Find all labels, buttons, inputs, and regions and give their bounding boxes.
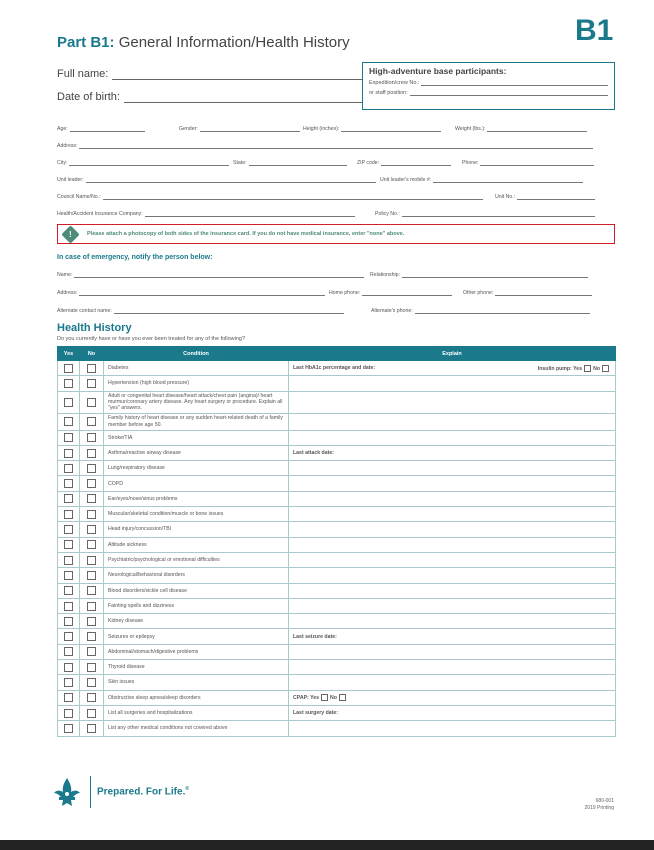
form-number: 680-001 (595, 798, 614, 804)
no-checkbox[interactable] (87, 398, 96, 407)
council-label: Council Name/No.: (57, 194, 101, 200)
no-cell (80, 583, 104, 598)
alt-phone-input[interactable] (415, 308, 590, 314)
table-row (58, 376, 616, 391)
unit-leader-mobile-input[interactable] (433, 177, 583, 183)
emerg-address-field[interactable] (57, 288, 325, 296)
printing-year: 2019 Printing (584, 805, 614, 811)
table-row (58, 629, 616, 644)
age-field[interactable] (57, 124, 145, 132)
height-input[interactable] (341, 126, 441, 132)
condition-cell: Diabetes (104, 361, 289, 376)
table-row (58, 614, 616, 629)
condition-cell: COPD (104, 476, 289, 491)
no-cell (80, 476, 104, 491)
zip-input[interactable] (381, 160, 451, 166)
condition-cell: Obstructive sleep apnea/sleep disorders (104, 690, 289, 705)
alt-phone-field[interactable] (371, 306, 590, 314)
condition-cell: Ear/eyes/nose/sinus problems (104, 491, 289, 506)
council-input[interactable] (103, 194, 483, 200)
no-cell (80, 644, 104, 659)
table-row (58, 598, 616, 613)
yes-cell (58, 461, 80, 476)
part-label: Part B1: (57, 34, 115, 51)
condition-cell: Lung/respiratory disease (104, 461, 289, 476)
yes-checkbox[interactable] (64, 602, 73, 611)
explain-cell[interactable] (289, 705, 616, 720)
alt-name-field[interactable] (57, 306, 344, 314)
explain-cell[interactable] (289, 537, 616, 552)
emerg-name-field[interactable] (57, 270, 364, 278)
relationship-input[interactable] (402, 272, 588, 278)
no-cell (80, 721, 104, 736)
policy-no-input[interactable] (402, 211, 595, 217)
yes-checkbox[interactable] (64, 556, 73, 565)
city-field[interactable] (57, 158, 229, 166)
full-name-label: Full name: (57, 68, 109, 80)
relationship-field[interactable] (370, 270, 588, 278)
bottom-bar (0, 840, 654, 850)
zip-label: ZIP code: (357, 160, 380, 166)
row-unit-leader (57, 175, 597, 184)
condition-cell: Family history of heart disease or any sudden heart-related death of a family member before age 50. (104, 413, 289, 430)
yes-cell (58, 445, 80, 460)
home-phone-input[interactable] (362, 290, 452, 296)
no-checkbox[interactable] (87, 540, 96, 549)
yes-checkbox[interactable] (64, 464, 73, 473)
row-insurance (57, 209, 597, 218)
table-row (58, 660, 616, 675)
other-phone-field[interactable] (463, 288, 592, 296)
full-name-field[interactable] (57, 68, 362, 80)
explain-cell[interactable] (289, 491, 616, 506)
staff-input[interactable] (410, 90, 608, 96)
yes-checkbox[interactable] (64, 647, 73, 656)
yes-cell (58, 690, 80, 705)
cpap-yes-label: CPAP: Yes (293, 695, 320, 702)
dob-label: Date of birth: (57, 91, 120, 103)
explain-cell[interactable] (289, 614, 616, 629)
table-row (58, 705, 616, 720)
yes-checkbox[interactable] (64, 663, 73, 672)
emergency-title: In case of emergency, notify the person below: (57, 254, 213, 261)
yes-cell (58, 413, 80, 430)
yes-checkbox[interactable] (64, 449, 73, 458)
explain-cell[interactable] (289, 461, 616, 476)
unit-no-input[interactable] (517, 194, 595, 200)
yes-cell (58, 537, 80, 552)
explain-cell[interactable] (289, 552, 616, 567)
header-condition: Condition (104, 347, 289, 361)
trademark-mark: ® (185, 786, 190, 793)
table-row (58, 461, 616, 476)
explain-cell[interactable] (289, 413, 616, 430)
insurance-notice-text: Please attach a photocopy of both sides of the insurance card. If you do not have medical insurance, enter "none" above. (87, 231, 405, 237)
other-phone-label: Other phone: (463, 290, 494, 296)
unit-leader-input[interactable] (86, 177, 376, 183)
no-checkbox[interactable] (87, 617, 96, 626)
explain-cell[interactable] (289, 660, 616, 675)
yes-checkbox[interactable] (64, 379, 73, 388)
row-address (57, 141, 597, 150)
state-label: State: (233, 160, 247, 166)
address-label: Address: (57, 143, 78, 149)
insulin-no-label: No (593, 365, 600, 372)
address-field[interactable] (57, 141, 593, 149)
health-history-title: Health History (57, 322, 132, 334)
info-icon: ! (61, 225, 79, 243)
row-emerg-address (57, 288, 597, 297)
yes-cell (58, 361, 80, 376)
yes-cell (58, 491, 80, 506)
no-cell (80, 675, 104, 690)
state-field[interactable] (233, 158, 347, 166)
address-input[interactable] (79, 143, 593, 149)
publication-info (585, 798, 614, 812)
explain-cell[interactable] (289, 522, 616, 537)
yes-checkbox[interactable] (64, 510, 73, 519)
no-cell (80, 568, 104, 583)
page-title (57, 34, 350, 51)
high-adventure-box (362, 62, 615, 110)
age-input[interactable] (70, 126, 145, 132)
no-checkbox[interactable] (87, 693, 96, 702)
no-cell (80, 413, 104, 430)
no-cell (80, 552, 104, 567)
height-label: Height (inches): (303, 126, 340, 132)
unit-leader-mobile-label: Unit leader's mobile #: (380, 177, 432, 183)
unit-no-label: Unit No.: (495, 194, 516, 200)
insurance-company-field[interactable] (57, 209, 355, 217)
yes-checkbox[interactable] (64, 724, 73, 733)
header-explain: Explain (289, 347, 616, 361)
no-checkbox[interactable] (87, 586, 96, 595)
explain-cell[interactable] (289, 690, 616, 705)
condition-cell: Muscular/skeletal condition/muscle or bone issues (104, 507, 289, 522)
no-cell (80, 660, 104, 675)
condition-cell: List any other medical conditions not covered above (104, 721, 289, 736)
yes-cell (58, 507, 80, 522)
yes-cell (58, 430, 80, 445)
weight-label: Weight (lbs.): (455, 126, 486, 132)
yes-checkbox[interactable] (64, 678, 73, 687)
table-row (58, 391, 616, 413)
condition-cell: Kidney disease (104, 614, 289, 629)
condition-cell: Neurological/behavioral disorders (104, 568, 289, 583)
insurance-company-input[interactable] (145, 211, 355, 217)
relationship-label: Relationship: (370, 272, 400, 278)
table-row (58, 445, 616, 460)
cpap-no-label: No (330, 695, 337, 702)
alt-name-label: Alternate contact name: (57, 308, 112, 314)
explain-cell[interactable] (289, 598, 616, 613)
insulin-yes-label: Insulin pump: Yes (537, 365, 583, 372)
no-checkbox[interactable] (87, 678, 96, 687)
condition-cell: Thyroid disease (104, 660, 289, 675)
explain-label: Last HbA1c percentage and date: (293, 365, 376, 372)
home-phone-label: Home phone: (329, 290, 361, 296)
no-checkbox[interactable] (87, 364, 96, 373)
no-cell (80, 376, 104, 391)
yes-checkbox[interactable] (64, 693, 73, 702)
condition-cell: Blood disorders/sickle cell disease (104, 583, 289, 598)
explain-cell[interactable] (289, 476, 616, 491)
yes-checkbox[interactable] (64, 632, 73, 641)
cpap-yes-checkbox[interactable] (321, 694, 328, 701)
table-header-row (58, 347, 616, 361)
unit-leader-label: Unit leader: (57, 177, 84, 183)
yes-checkbox[interactable] (64, 571, 73, 580)
condition-cell: Adult or congenital heart disease/heart attack/chest pain (angina)/ heart murmur/coronary artery disease. Any heart surgery or procedure. Explain all "yes" answers. (104, 391, 289, 413)
yes-checkbox[interactable] (64, 494, 73, 503)
explain-cell[interactable] (289, 430, 616, 445)
no-cell (80, 491, 104, 506)
no-checkbox[interactable] (87, 464, 96, 473)
high-adventure-title: High-adventure base participants: (369, 66, 507, 76)
slogan (97, 786, 189, 797)
unit-leader-field[interactable] (57, 175, 376, 183)
no-checkbox[interactable] (87, 709, 96, 718)
table-row (58, 522, 616, 537)
yes-cell (58, 583, 80, 598)
table-row (58, 583, 616, 598)
table-row (58, 675, 616, 690)
header-yes: Yes (58, 347, 80, 361)
no-checkbox[interactable] (87, 525, 96, 534)
home-phone-field[interactable] (329, 288, 452, 296)
alt-name-input[interactable] (114, 308, 344, 314)
table-row (58, 476, 616, 491)
condition-cell: Stroke/TIA (104, 430, 289, 445)
unit-no-field[interactable] (495, 192, 595, 200)
row-age (57, 124, 597, 133)
full-name-input[interactable] (112, 69, 362, 80)
yes-cell (58, 614, 80, 629)
header-no: No (80, 347, 104, 361)
policy-no-field[interactable] (375, 209, 595, 217)
no-cell (80, 507, 104, 522)
footer-brand (50, 775, 189, 809)
gender-label: Gender: (179, 126, 198, 132)
other-phone-input[interactable] (495, 290, 592, 296)
explain-cell[interactable] (289, 675, 616, 690)
table-row (58, 491, 616, 506)
no-checkbox[interactable] (87, 417, 96, 426)
row-city (57, 158, 597, 167)
health-history-subtitle: Do you currently have or have you ever been treated for any of the following? (57, 336, 246, 342)
no-cell (80, 598, 104, 613)
no-cell (80, 629, 104, 644)
no-cell (80, 461, 104, 476)
no-cell (80, 361, 104, 376)
no-checkbox[interactable] (87, 663, 96, 672)
condition-cell: Fainting spells and dizziness (104, 598, 289, 613)
yes-checkbox[interactable] (64, 479, 73, 488)
expedition-field[interactable] (369, 80, 608, 86)
dob-input[interactable] (124, 92, 362, 103)
table-row (58, 644, 616, 659)
insulin-no-checkbox[interactable] (602, 365, 609, 372)
dob-field[interactable] (57, 91, 362, 103)
no-checkbox[interactable] (87, 556, 96, 565)
cpap-no-checkbox[interactable] (339, 694, 346, 701)
yes-cell (58, 675, 80, 690)
city-label: City: (57, 160, 68, 166)
footer-divider (90, 776, 91, 808)
condition-cell: Psychiatric/psychological or emotional difficulties (104, 552, 289, 567)
council-field[interactable] (57, 192, 483, 200)
table-row (58, 507, 616, 522)
unit-leader-mobile-field[interactable] (380, 175, 583, 183)
yes-checkbox[interactable] (64, 398, 73, 407)
height-field[interactable] (303, 124, 441, 132)
no-checkbox[interactable] (87, 632, 96, 641)
no-cell (80, 537, 104, 552)
explain-cell[interactable] (289, 361, 616, 376)
city-input[interactable] (69, 160, 229, 166)
condition-cell: List all surgeries and hospitalizations (104, 705, 289, 720)
slogan-text: Prepared. For Life. (97, 786, 186, 798)
table-row (58, 552, 616, 567)
no-checkbox[interactable] (87, 379, 96, 388)
explain-cell[interactable] (289, 376, 616, 391)
condition-cell: Altitude sickness (104, 537, 289, 552)
no-cell (80, 690, 104, 705)
explain-cell[interactable] (289, 391, 616, 413)
emerg-name-label: Name: (57, 272, 73, 278)
health-history-table (57, 346, 616, 737)
no-cell (80, 430, 104, 445)
age-label: Age: (57, 126, 68, 132)
no-cell (80, 445, 104, 460)
no-checkbox[interactable] (87, 602, 96, 611)
weight-input[interactable] (487, 126, 587, 132)
condition-cell: Seizures or epilepsy (104, 629, 289, 644)
no-checkbox[interactable] (87, 433, 96, 442)
yes-cell (58, 476, 80, 491)
table-row (58, 430, 616, 445)
staff-field[interactable] (369, 90, 608, 96)
row-emerg-alt (57, 306, 597, 315)
yes-checkbox[interactable] (64, 433, 73, 442)
yes-cell (58, 598, 80, 613)
no-cell (80, 705, 104, 720)
condition-cell: Head injury/concussion/TBI (104, 522, 289, 537)
insulin-pump-option (538, 365, 611, 372)
state-input[interactable] (249, 160, 347, 166)
yes-cell (58, 721, 80, 736)
explain-label: Last attack date: (293, 449, 334, 456)
yes-cell (58, 629, 80, 644)
fleur-de-lis-icon (50, 775, 84, 809)
explain-cell[interactable] (289, 507, 616, 522)
emerg-name-input[interactable] (74, 272, 364, 278)
condition-cell: Abdominal/stomach/digestive problems (104, 644, 289, 659)
yes-cell (58, 376, 80, 391)
explain-cell[interactable] (289, 629, 616, 644)
explain-label: Last seizure date: (293, 633, 337, 640)
yes-cell (58, 660, 80, 675)
explain-label: Last surgery date: (293, 709, 338, 716)
table-row (58, 721, 616, 736)
no-checkbox[interactable] (87, 479, 96, 488)
yes-cell (58, 644, 80, 659)
yes-cell (58, 391, 80, 413)
condition-cell: Hypertension (high blood pressure) (104, 376, 289, 391)
explain-cell[interactable] (289, 644, 616, 659)
yes-checkbox[interactable] (64, 617, 73, 626)
phone-label: Phone: (462, 160, 479, 166)
expedition-input[interactable] (421, 80, 608, 86)
table-row (58, 690, 616, 705)
yes-checkbox[interactable] (64, 540, 73, 549)
title-text: General Information/Health History (114, 34, 350, 51)
no-cell (80, 614, 104, 629)
insurance-notice (57, 224, 615, 244)
gender-input[interactable] (200, 126, 300, 132)
insulin-yes-checkbox[interactable] (584, 365, 591, 372)
expedition-label: Expedition/crew No.: (369, 80, 420, 86)
weight-field[interactable] (455, 124, 587, 132)
yes-cell (58, 705, 80, 720)
staff-label: or staff position: (369, 90, 408, 96)
yes-cell (58, 552, 80, 567)
no-cell (80, 522, 104, 537)
no-checkbox[interactable] (87, 510, 96, 519)
no-checkbox[interactable] (87, 449, 96, 458)
table-row (58, 537, 616, 552)
policy-no-label: Policy No.: (375, 211, 400, 217)
explain-cell[interactable] (289, 568, 616, 583)
phone-field[interactable] (462, 158, 594, 166)
yes-checkbox[interactable] (64, 586, 73, 595)
condition-cell: Asthma/reactive airway disease (104, 445, 289, 460)
row-council (57, 192, 597, 201)
row-emerg-name (57, 270, 597, 279)
table-row (58, 413, 616, 430)
yes-checkbox[interactable] (64, 709, 73, 718)
table-row (58, 361, 616, 376)
explain-cell[interactable] (289, 721, 616, 736)
part-badge: B1 (575, 14, 614, 47)
explain-cell[interactable] (289, 445, 616, 460)
no-checkbox[interactable] (87, 571, 96, 580)
yes-checkbox[interactable] (64, 417, 73, 426)
no-checkbox[interactable] (87, 494, 96, 503)
emerg-address-input[interactable] (79, 290, 325, 296)
yes-checkbox[interactable] (64, 525, 73, 534)
yes-cell (58, 568, 80, 583)
yes-checkbox[interactable] (64, 364, 73, 373)
table-row (58, 568, 616, 583)
no-checkbox[interactable] (87, 724, 96, 733)
insurance-company-label: Health/Accident Insurance Company: (57, 211, 143, 217)
yes-cell (58, 522, 80, 537)
phone-input[interactable] (480, 160, 594, 166)
alt-phone-label: Alternate's phone: (371, 308, 413, 314)
emerg-address-label: Address: (57, 290, 78, 296)
zip-field[interactable] (357, 158, 451, 166)
explain-cell[interactable] (289, 583, 616, 598)
no-cell (80, 391, 104, 413)
gender-field[interactable] (179, 124, 300, 132)
condition-cell: Skin issues (104, 675, 289, 690)
no-checkbox[interactable] (87, 647, 96, 656)
